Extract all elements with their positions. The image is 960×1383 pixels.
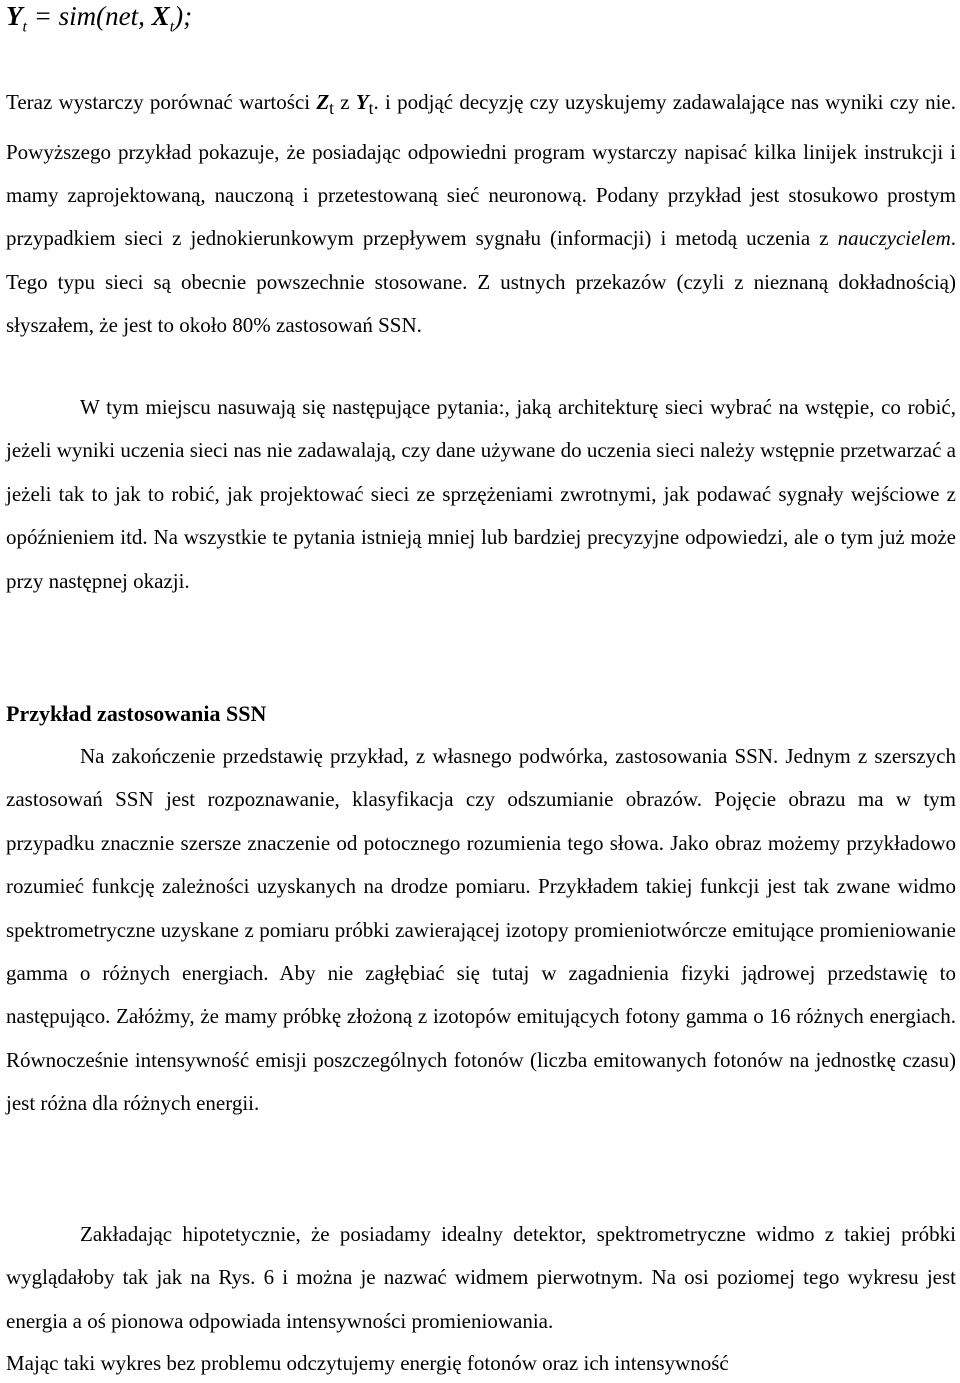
paragraph-application: Na zakończenie przedstawię przykład, z własnego podwórka, zastosowania SSN. Jednym z szerszych zastosowań SSN jest rozpoznawanie, klasyfikacja czy odszumianie obrazów. Pojęcie obrazu ma w tym przypadku znacznie szersze znaczenie od potocznego rozumienia tego słowa. Jako obraz możemy przykładowo rozumieć funkcję zależności uzyskanych na drodze pomiaru. Przykładem takiej funkcji jest tak zwane widmo spektrometryczne uzyskane z pomiaru próbki zawierającej izotopy promieniotwórcze emitujące promieniowanie gamma o różnych energiach. Aby nie zagłębiać się tutaj w zagadnienia fizyki jądrowej przedstawię to następująco. Załóżmy, że mamy próbkę złożoną z izotopów emitujących fotony gamma o 16 różnych energiach. Równocześnie intensywność emisji poszczególnych fotonów (liczba emitowanych fotonów na jednostkę czasu) jest różna dla różnych energii.: [6, 744, 956, 1116]
code-arg-subscript: t: [169, 18, 175, 36]
paragraph-text: Teraz wystarczy porównać wartości: [6, 90, 317, 114]
code-line: [6, 0, 192, 47]
paragraph-detector: Zakładając hipotetycznie, że posiadamy idealny detektor, spektrometryczne widmo z takiej próbki wyglądałoby tak jak na Rys. 6 i można je nazwać widmem pierwotnym. Na osi poziomej tego wykresu jest energia a oś pionowa odpowiada intensywności promieniowania.: [6, 1222, 956, 1333]
code-arg: X: [151, 1, 170, 31]
variable-y: Y: [355, 90, 369, 114]
variable-z-subscript: t: [329, 98, 335, 119]
code-function: = sim(net,: [26, 1, 152, 31]
paragraph-text: . Tego typu sieci są obecnie powszechnie stosowane. Z ustnych przekazów (czyli z nieznaną dokładnością) słyszałem, że jest to około 80% zastosowań SSN.: [6, 226, 956, 338]
variable-z: Z: [316, 90, 330, 114]
paragraph-questions: W tym miejscu nasuwają się następujące pytania:, jaką architekturę sieci wybrać na wstępie, co robić, jeżeli wyniki uczenia sieci nas nie zadawalają, czy dane używane do uczenia sieci należy wstępnie przetwarzać a jeżeli tak to jak to robić, jak projektować sieci ze sprzężeniami zwrotnymi, jak podawać sygnały wejściowe z opóźnieniem itd. Na wszystkie te pytania istnieją mniej lub bardziej precyzyjne odpowiedzi, ale o tym już może przy następnej okazji.: [6, 395, 956, 593]
paragraph-text: z: [334, 90, 356, 114]
section-heading: Przykład zastosowania SSN: [6, 701, 267, 726]
paragraph-comparison: [6, 81, 956, 348]
code-lhs: Y: [6, 1, 23, 31]
paragraph-text: . i podjąć decyzję czy uzyskujemy zadawalające nas wyniki czy nie. Powyższego przykład pokazuje, że posiadając odpowiedni program wystarczy napisać kilka linijek instrukcji i mamy zaprojektowaną, nauczoną i przetestowaną sieć neuronową. Podany przykład jest stosukowo prostym przypadkiem sieci z jednokierunkowym przepływem sygnału (informacji) i metodą uczenia z: [6, 90, 956, 251]
variable-y-subscript: t: [368, 98, 374, 119]
code-lhs-subscript: t: [22, 18, 27, 36]
code-end: );: [174, 1, 193, 31]
emphasis-text: nauczycielem: [837, 226, 951, 251]
paragraph-final-line: Mając taki wykres bez problemu odczytujemy energię fotonów oraz ich intensywność: [6, 1351, 729, 1375]
